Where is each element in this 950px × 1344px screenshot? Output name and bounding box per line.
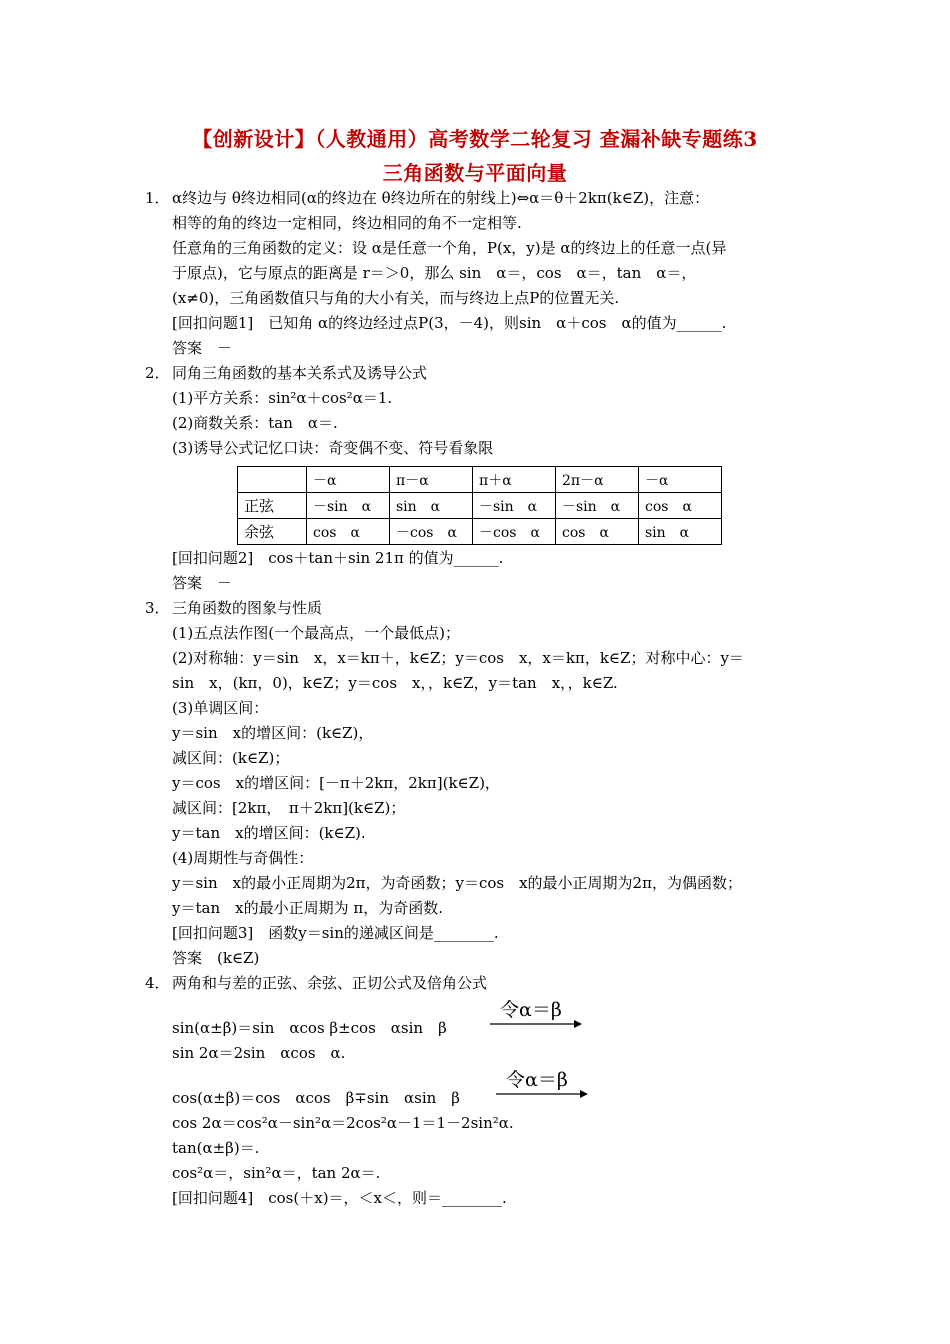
- table-header-cell: －α: [639, 467, 722, 493]
- s3-line-2: (1)五点法作图(一个最高点，一个最低点)；: [172, 624, 460, 642]
- s3-review-question: [回扣问题3] 函数y＝sin的递减区间是________.: [172, 924, 499, 942]
- arrow-let-alpha-equal-beta-2: [494, 1066, 589, 1102]
- s2-line-4: (3)诱导公式记忆口诀：奇变偶不变、符号看象限: [172, 439, 494, 457]
- table-cell: cos α: [307, 519, 390, 545]
- s1-line-4: 于原点)，它与原点的距离是 r＝＞0，那么 sin α＝，cos α＝，tan α＝，: [172, 264, 697, 282]
- s3-line-11: (4)周期性与奇偶性：: [172, 849, 314, 867]
- s2-line-2: (1)平方关系：sin²α＋cos²α＝1.: [172, 389, 393, 407]
- s1-review-question: [回扣问题1] 已知角 α的终边经过点P(3，－4)，则sin α＋cos α的值为______.: [172, 314, 727, 332]
- arrow-let-alpha-equal-beta-1: [488, 996, 583, 1032]
- s3-line-1: 三角函数的图象与性质: [172, 599, 323, 617]
- s1-line-2: 相等的角的终边一定相同，终边相同的角不一定相等.: [172, 214, 522, 232]
- s4-line-4: cos(α±β)＝cos αcos β∓sin αsin β: [172, 1089, 460, 1107]
- s3-answer: 答案 (k∈Z): [172, 949, 260, 967]
- s4-line-2: sin(α±β)＝sin αcos β±cos αsin β: [172, 1019, 447, 1037]
- s4-review-question: [回扣问题4] cos(＋x)＝，＜x＜，则＝________.: [172, 1189, 507, 1207]
- s1-line-3: 任意角的三角函数的定义：设 α是任意一个角，P(x，y)是 α的终边上的任意一点(异: [172, 239, 727, 257]
- section-3-number: 3．: [145, 599, 170, 617]
- table-row: [238, 493, 722, 519]
- table-row: [238, 519, 722, 545]
- s3-line-5: (3)单调区间：: [172, 699, 269, 717]
- table-cell: －cos α: [390, 519, 473, 545]
- table-header-cell: π－α: [390, 467, 473, 493]
- s3-line-8: y＝cos x的增区间：[－π＋2kπ，2kπ](k∈Z)，: [172, 774, 500, 792]
- title-line-1: 【创新设计】（人教通用）高考数学二轮复习 查漏补缺专题练3: [192, 127, 758, 151]
- section-2-number: 2．: [145, 364, 170, 382]
- table-cell: －sin α: [556, 493, 639, 519]
- s2-line-3: (2)商数关系：tan α＝.: [172, 414, 338, 432]
- table-header-cell: [238, 467, 307, 493]
- table-header-cell: －α: [307, 467, 390, 493]
- table-row-label: 余弦: [238, 519, 307, 545]
- arrow-label: 令α＝β: [500, 999, 562, 1021]
- s3-line-3: (2)对称轴：y＝sin x，x＝kπ＋，k∈Z；y＝cos x，x＝kπ，k∈Z；对称中心：y＝: [172, 649, 744, 667]
- s2-answer: 答案 －: [172, 574, 233, 592]
- s1-line-1: α终边与 θ终边相同(α的终边在 θ终边所在的射线上)⇔α＝θ＋2kπ(k∈Z)，注意：: [172, 189, 710, 207]
- table-header-cell: 2π－α: [556, 467, 639, 493]
- section-4-number: 4．: [145, 974, 170, 992]
- table-header-cell: π＋α: [473, 467, 556, 493]
- s4-line-1: 两角和与差的正弦、余弦、正切公式及倍角公式: [172, 974, 488, 992]
- s2-line-1: 同角三角函数的基本关系式及诱导公式: [172, 364, 428, 382]
- arrow-head: [574, 1020, 582, 1028]
- s4-line-7: cos²α＝，sin²α＝，tan 2α＝.: [172, 1164, 381, 1182]
- table-header-row: [238, 467, 722, 493]
- induction-formula-table: [237, 466, 722, 545]
- s3-line-4: sin x，(kπ，0)，k∈Z；y＝cos x，，k∈Z，y＝tan x，，k∈Z.: [172, 674, 618, 692]
- table-cell: －cos α: [473, 519, 556, 545]
- table-cell: cos α: [556, 519, 639, 545]
- table-cell: －sin α: [307, 493, 390, 519]
- table-cell: sin α: [639, 519, 722, 545]
- table-cell: －sin α: [473, 493, 556, 519]
- s4-line-5: cos 2α＝cos²α－sin²α＝2cos²α－1＝1－2sin²α.: [172, 1114, 514, 1132]
- table-cell: sin α: [390, 493, 473, 519]
- s3-line-10: y＝tan x的增区间：(k∈Z).: [172, 824, 366, 842]
- arrow-label: 令α＝β: [506, 1069, 568, 1091]
- s2-review-question: [回扣问题2] cos＋tan＋sin 21π 的值为______.: [172, 549, 504, 567]
- arrow-head: [580, 1090, 588, 1098]
- s3-line-6: y＝sin x的增区间：(k∈Z)，: [172, 724, 374, 742]
- table-cell: cos α: [639, 493, 722, 519]
- s3-line-7: 减区间：(k∈Z)；: [172, 749, 290, 767]
- table-row-label: 正弦: [238, 493, 307, 519]
- s1-answer: 答案 －: [172, 339, 233, 357]
- section-1-number: 1．: [145, 189, 170, 207]
- title-line-2: 三角函数与平面向量: [382, 161, 568, 185]
- s3-line-12: y＝sin x的最小正周期为2π，为奇函数；y＝cos x的最小正周期为2π，为偶函数；: [172, 874, 742, 892]
- s1-line-5: (x≠0)，三角函数值只与角的大小有关，而与终边上点P的位置无关.: [172, 289, 620, 307]
- s3-line-13: y＝tan x的最小正周期为 π，为奇函数.: [172, 899, 443, 917]
- s4-line-6: tan(α±β)＝.: [172, 1139, 260, 1157]
- s4-line-3: sin 2α＝2sin αcos α.: [172, 1044, 346, 1062]
- s3-line-9: 减区间：[2kπ， π＋2kπ](k∈Z)；: [172, 799, 406, 817]
